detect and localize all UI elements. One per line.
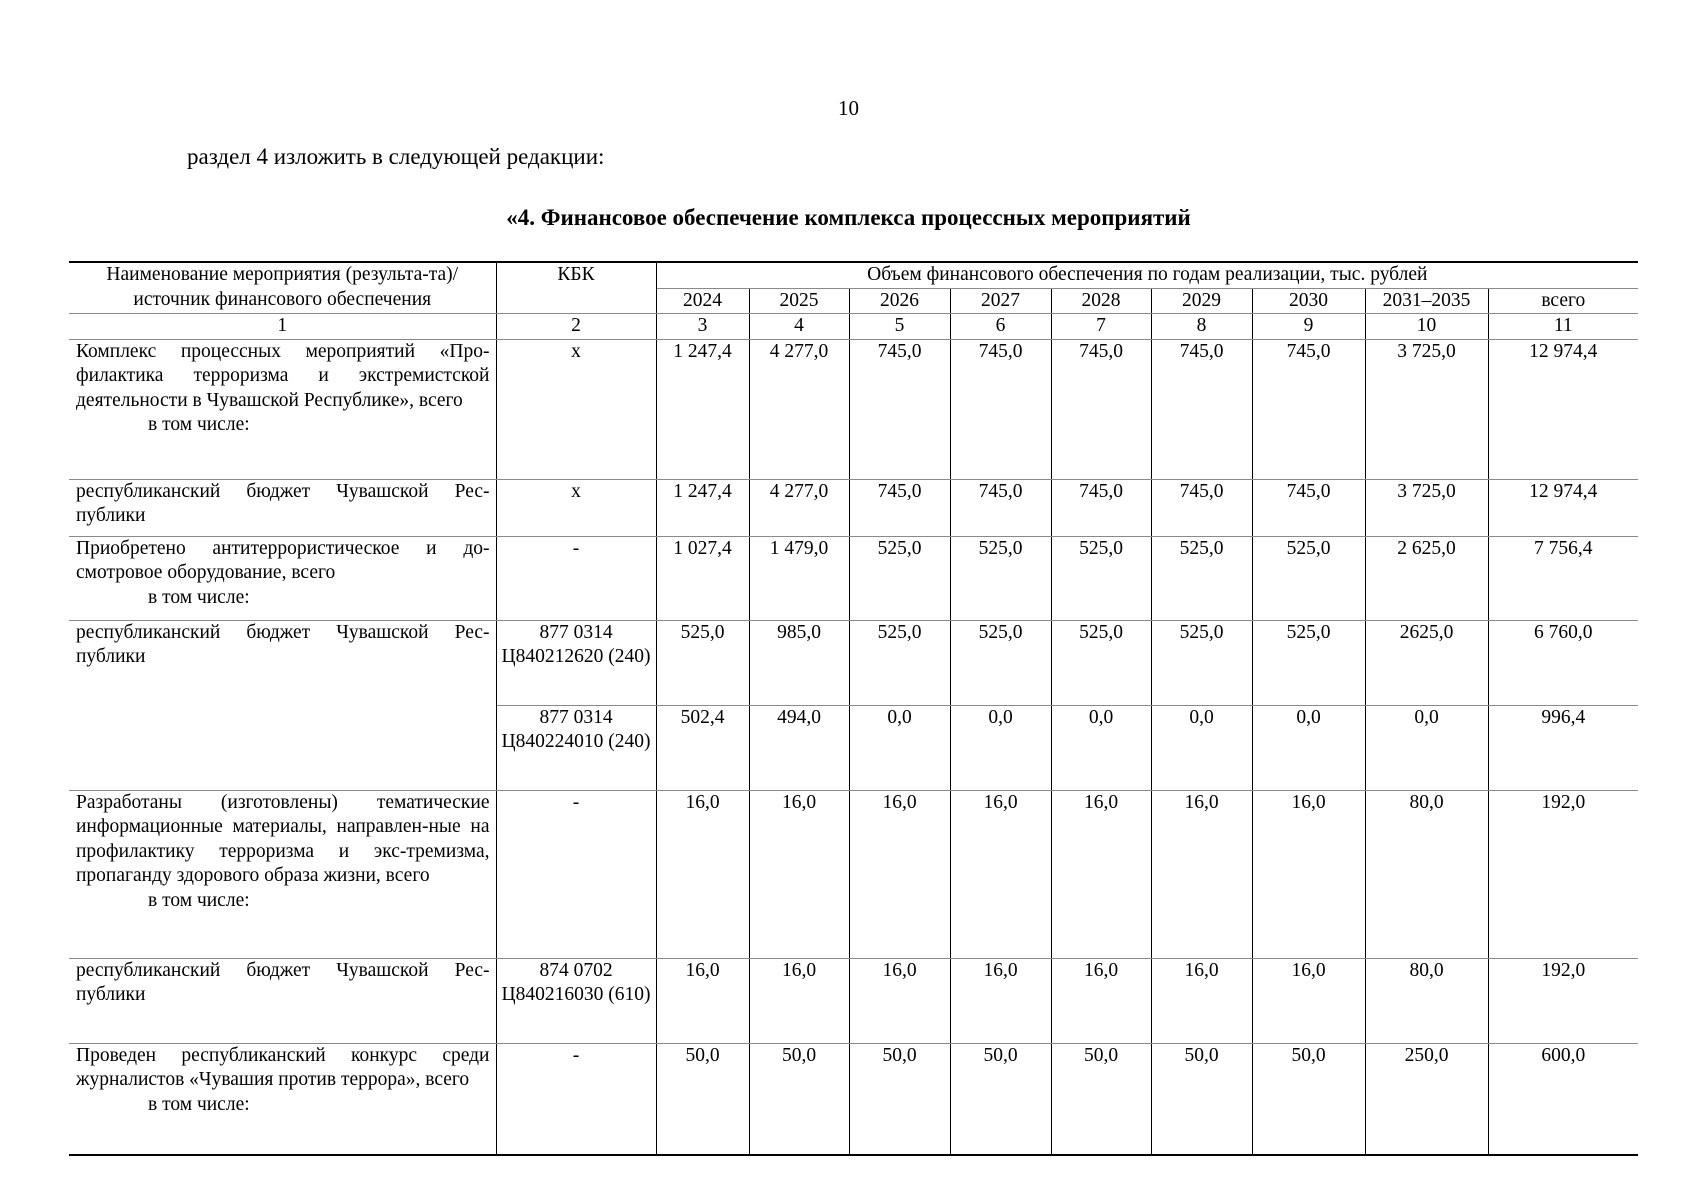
header-year: 2025 — [749, 288, 849, 314]
row-value: 16,0 — [1051, 790, 1151, 958]
row-value: 985,0 — [749, 620, 849, 705]
row-value: 80,0 — [1365, 790, 1488, 958]
row-value: 745,0 — [1252, 339, 1365, 479]
row-value: 16,0 — [950, 958, 1051, 1043]
row-value: 745,0 — [849, 479, 950, 536]
row-name-cell — [69, 479, 496, 536]
column-index: 9 — [1252, 314, 1365, 340]
header-row-index — [69, 314, 1638, 340]
row-value: 16,0 — [849, 958, 950, 1043]
row-value: 3 725,0 — [1365, 339, 1488, 479]
row-value: 16,0 — [749, 790, 849, 958]
row-value: 0,0 — [1051, 705, 1151, 790]
row-value: 525,0 — [656, 620, 749, 705]
header-volume: Объем финансового обеспечения по годам реализации, тыс. рублей — [656, 262, 1638, 288]
header-year: 2026 — [849, 288, 950, 314]
table-row — [69, 790, 1638, 958]
row-value: 502,4 — [656, 705, 749, 790]
row-kbk: - — [496, 1043, 656, 1155]
row-value: 745,0 — [1051, 479, 1151, 536]
row-value: 12 974,4 — [1488, 339, 1638, 479]
header-year: 2024 — [656, 288, 749, 314]
row-name-cell — [69, 790, 496, 958]
row-name-cell — [69, 339, 496, 479]
header-year: 2028 — [1051, 288, 1151, 314]
header-row-1 — [69, 262, 1638, 288]
row-value: 525,0 — [950, 620, 1051, 705]
header-year: всего — [1488, 288, 1638, 314]
row-value: 996,4 — [1488, 705, 1638, 790]
row-value: 525,0 — [1252, 620, 1365, 705]
row-name: республиканский бюджет Чувашской Рес-публики — [76, 480, 490, 526]
column-index: 11 — [1488, 314, 1638, 340]
table-row — [69, 620, 1638, 705]
table-row — [69, 479, 1638, 536]
row-value: 1 247,4 — [656, 479, 749, 536]
row-value: 745,0 — [1151, 479, 1252, 536]
row-kbk: - — [496, 790, 656, 958]
row-value: 525,0 — [1151, 620, 1252, 705]
in-number-label: в том числе: — [148, 586, 250, 608]
column-index: 4 — [749, 314, 849, 340]
row-value: 16,0 — [656, 790, 749, 958]
header-year: 2030 — [1252, 288, 1365, 314]
column-index: 3 — [656, 314, 749, 340]
row-name: Разработаны (изготовлены) тематические информационные материалы, направлен-ные на профилактику терроризма и экс-тремизма, пропаганду здорового образа жизни, всего — [76, 791, 490, 886]
in-number-label: в том числе: — [148, 1093, 250, 1115]
table-body — [69, 262, 1638, 1155]
row-value: 525,0 — [950, 536, 1051, 620]
row-value: 6 760,0 — [1488, 620, 1638, 705]
column-index: 6 — [950, 314, 1051, 340]
row-value: 0,0 — [1365, 705, 1488, 790]
row-kbk: 874 0702 Ц840216030 (610) — [496, 958, 656, 1043]
row-name: Приобретено антитеррористическое и до-смотровое оборудование, всего — [76, 537, 490, 583]
row-value: 192,0 — [1488, 958, 1638, 1043]
column-index: 5 — [849, 314, 950, 340]
row-value: 12 974,4 — [1488, 479, 1638, 536]
column-index: 10 — [1365, 314, 1488, 340]
row-value: 0,0 — [1151, 705, 1252, 790]
row-name: республиканский бюджет Чувашской Рес-публики — [76, 959, 490, 1005]
header-kbk: КБК — [496, 262, 656, 314]
section-title: «4. Финансовое обеспечение комплекса процессных мероприятий — [506, 205, 1191, 230]
row-value: 525,0 — [1051, 620, 1151, 705]
column-index: 8 — [1151, 314, 1252, 340]
row-value: 525,0 — [1252, 536, 1365, 620]
row-value: 250,0 — [1365, 1043, 1488, 1155]
row-value: 16,0 — [1051, 958, 1151, 1043]
row-value: 525,0 — [1051, 536, 1151, 620]
row-value: 16,0 — [1151, 958, 1252, 1043]
row-value: 4 277,0 — [749, 479, 849, 536]
in-number-label: в том числе: — [148, 414, 250, 435]
row-value: 525,0 — [849, 536, 950, 620]
row-value: 745,0 — [1051, 339, 1151, 479]
row-value: 0,0 — [849, 705, 950, 790]
row-value: 16,0 — [656, 958, 749, 1043]
intro-text: раздел 4 изложить в следующей редакции: — [187, 144, 605, 169]
row-value: 16,0 — [849, 790, 950, 958]
row-kbk: x — [496, 479, 656, 536]
row-value: 494,0 — [749, 705, 849, 790]
row-name: Проведен республиканский конкурс среди журналистов «Чувашия против террора», всего — [76, 1044, 490, 1090]
row-value: 50,0 — [1151, 1043, 1252, 1155]
page-number: 10 — [838, 96, 859, 120]
row-kbk: 877 0314 Ц840212620 (240) — [496, 620, 656, 705]
row-value: 745,0 — [950, 479, 1051, 536]
column-index: 7 — [1051, 314, 1151, 340]
row-value: 745,0 — [1151, 339, 1252, 479]
row-value: 50,0 — [1252, 1043, 1365, 1155]
row-name-cell — [69, 1043, 496, 1155]
financing-table — [69, 261, 1638, 1156]
row-value: 745,0 — [849, 339, 950, 479]
row-value: 2 625,0 — [1365, 536, 1488, 620]
row-value: 192,0 — [1488, 790, 1638, 958]
row-value: 745,0 — [1252, 479, 1365, 536]
row-value: 1 479,0 — [749, 536, 849, 620]
row-value: 16,0 — [1151, 790, 1252, 958]
row-name-cell — [69, 620, 496, 790]
row-value: 16,0 — [1252, 958, 1365, 1043]
row-value: 525,0 — [1151, 536, 1252, 620]
row-value: 745,0 — [950, 339, 1051, 479]
row-value: 16,0 — [950, 790, 1051, 958]
row-value: 50,0 — [1051, 1043, 1151, 1155]
row-value: 50,0 — [656, 1043, 749, 1155]
row-value: 1 247,4 — [656, 339, 749, 479]
row-value: 525,0 — [849, 620, 950, 705]
table-row — [69, 339, 1638, 479]
row-kbk: 877 0314 Ц840224010 (240) — [496, 705, 656, 790]
row-value: 3 725,0 — [1365, 479, 1488, 536]
row-value: 0,0 — [1252, 705, 1365, 790]
header-year: 2027 — [950, 288, 1051, 314]
header-year: 2031–2035 — [1365, 288, 1488, 314]
row-value: 16,0 — [749, 958, 849, 1043]
row-value: 50,0 — [950, 1043, 1051, 1155]
row-value: 2625,0 — [1365, 620, 1488, 705]
row-name: Комплекс процессных мероприятий «Про-филактика терроризма и экстремистской деятельности в Чувашской Республике», всего — [76, 340, 490, 411]
row-value: 16,0 — [1252, 790, 1365, 958]
row-kbk: - — [496, 536, 656, 620]
row-name-cell — [69, 536, 496, 620]
table-row — [69, 1043, 1638, 1155]
table-row — [69, 958, 1638, 1043]
row-value: 50,0 — [849, 1043, 950, 1155]
row-value: 80,0 — [1365, 958, 1488, 1043]
row-value: 7 756,4 — [1488, 536, 1638, 620]
row-value: 4 277,0 — [749, 339, 849, 479]
row-value: 0,0 — [950, 705, 1051, 790]
row-value: 600,0 — [1488, 1043, 1638, 1155]
row-value: 1 027,4 — [656, 536, 749, 620]
row-name-cell — [69, 958, 496, 1043]
row-value: 50,0 — [749, 1043, 849, 1155]
header-name: Наименование мероприятия (результа-та)/источник финансового обеспечения — [69, 262, 496, 314]
header-year: 2029 — [1151, 288, 1252, 314]
column-index: 2 — [496, 314, 656, 340]
column-index: 1 — [69, 314, 496, 340]
table-row — [69, 536, 1638, 620]
row-kbk: x — [496, 339, 656, 479]
in-number-label: в том числе: — [148, 889, 250, 911]
row-name: республиканский бюджет Чувашской Рес-публики — [76, 621, 490, 667]
